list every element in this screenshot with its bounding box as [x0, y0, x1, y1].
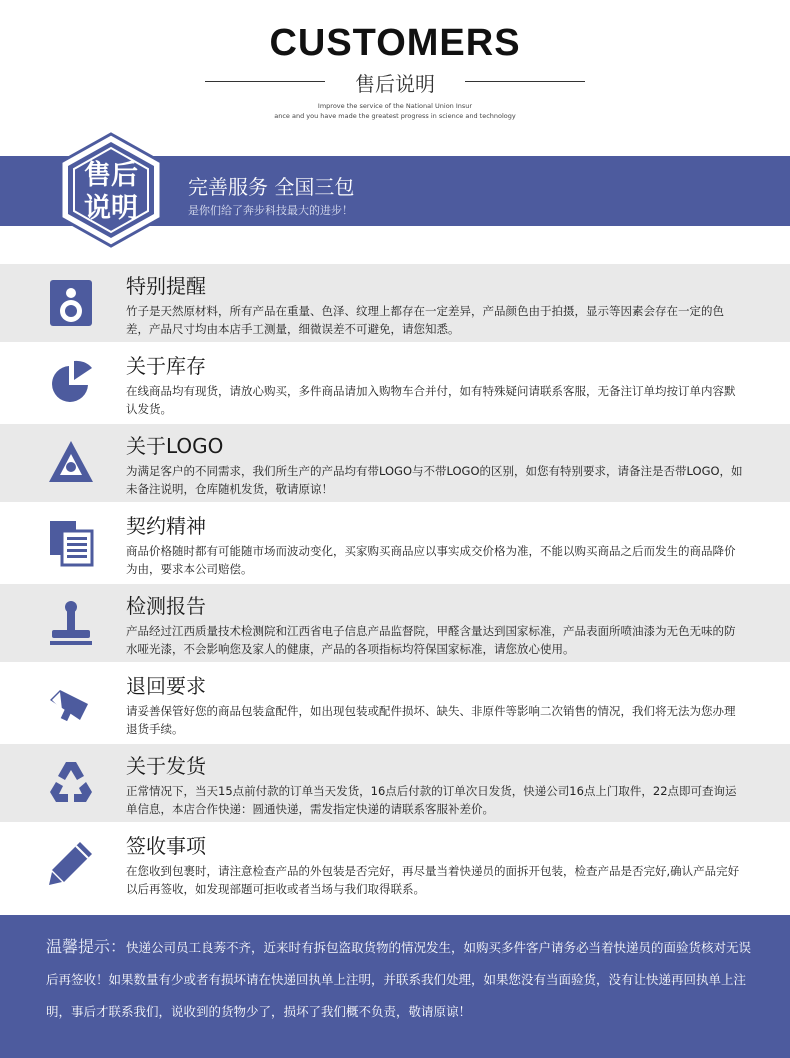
megaphone-icon — [46, 678, 96, 728]
item-text: 正常情况下，当天15点前付款的订单当天发货，16点后付款的订单次日发货，快递公司16点上门取件，22点即可查询运单信息，本店合作快递：圆通快递，需发指定快递的请联系客服补差价。 — [126, 784, 737, 816]
item-text: 请妥善保管好您的商品包装盒配件，如出现包装或配件损坏、缺失、非原件等影响二次销售的情况，我们将无法为您办理退货手续。 — [126, 704, 736, 736]
item-title: 退回要求 — [126, 674, 206, 698]
title-divider-right — [465, 81, 585, 82]
documents-icon — [46, 518, 96, 568]
item-text: 商品价格随时都有可能随市场而波动变化，买家购买商品应以事实成交价格为准，不能以购买商品之后而发生的商品降价为由，要求本公司赔偿。 — [126, 544, 736, 576]
list-item — [0, 664, 790, 742]
recycle-icon — [46, 758, 96, 808]
item-text: 产品经过江西质量技术检测院和江西省电子信息产品监督院，甲醛含量达到国家标准，产品表面所喷油漆为无色无味的防水哑光漆，不会影响您及家人的健康，产品的各项指标均符保国家标准，请您放心使用。 — [126, 624, 736, 656]
item-title: 关于库存 — [126, 354, 206, 378]
badge-line-1: 售后 — [84, 160, 138, 191]
list-item — [0, 744, 790, 822]
item-title: 关于LOGO — [126, 434, 224, 458]
title-cn-row — [205, 68, 585, 94]
item-title: 契约精神 — [126, 514, 206, 538]
list-item — [0, 264, 790, 342]
item-text: 在您收到包裹时，请注意检查产品的外包装是否完好，再尽量当着快递员的面拆开包装，检查产品是否完好,确认产品完好以后再签收，如发现部题可拒收或者当场与我们取得联系。 — [126, 864, 740, 896]
list-item — [0, 344, 790, 422]
list-item — [0, 824, 790, 902]
reminder-text: 快递公司员工良莠不齐，近来时有拆包盗取货物的情况发生，如购买多件客户请务必当着快递员的面验货核对无误后再签收！如果数量有少或者有损坏请在快递回执单上注明，并联系我们处理，如果您没有当面验货，没有让快递再回执单上注明，事后才联系我们，说收到的货物少了，损坏了我们概不负责，敬请原谅！ — [46, 940, 752, 1019]
pie-chart-icon — [46, 358, 96, 408]
tagline-line-2: ance and you have made the greatest progress in science and technology — [274, 112, 516, 120]
reminder-label: 温馨提示： — [46, 937, 127, 956]
badge-line-2: 说明 — [84, 193, 138, 224]
banner-title: 完善服务 全国三包 — [188, 175, 355, 199]
list-item — [0, 584, 790, 662]
reminder-text-block — [46, 931, 752, 1028]
item-title: 关于发货 — [126, 754, 206, 778]
warm-reminder — [0, 915, 790, 1058]
tagline-line-1: Improve the service of the National Union Insur — [317, 102, 473, 110]
item-title: 签收事项 — [126, 834, 206, 858]
page-subtitle: 售后说明 — [355, 72, 435, 96]
item-text: 为满足客户的不同需求，我们所生产的产品均有带LOGO与不带LOGO的区别，如您有特别要求，请备注是否带LOGO，如未备注说明，仓库随机发货，敬请原谅！ — [126, 464, 743, 496]
pencil-icon — [46, 838, 96, 888]
item-text: 在线商品均有现货，请放心购买，多件商品请加入购物车合并付，如有特殊疑问请联系客服，无备注订单均按订单内容默认发货。 — [126, 384, 736, 416]
triangle-logo-icon — [46, 438, 96, 488]
item-title: 检测报告 — [126, 594, 206, 618]
item-text: 竹子是天然原材料，所有产品在重量、色泽、纹理上都存在一定差异，产品颜色由于拍摄，显示等因素会存在一定的色差，产品尺寸均由本店手工测量，细微误差不可避免，请您知悉。 — [126, 304, 724, 336]
page-title: CUSTOMERS — [269, 22, 521, 64]
banner-subtitle: 是你们给了奔步科技最大的进步！ — [188, 204, 353, 217]
list-item — [0, 504, 790, 582]
stamp-icon — [46, 598, 96, 648]
item-title: 特别提醒 — [126, 274, 206, 298]
list-item — [0, 424, 790, 502]
speaker-icon — [46, 278, 96, 328]
after-sales-badge-icon — [55, 130, 167, 250]
